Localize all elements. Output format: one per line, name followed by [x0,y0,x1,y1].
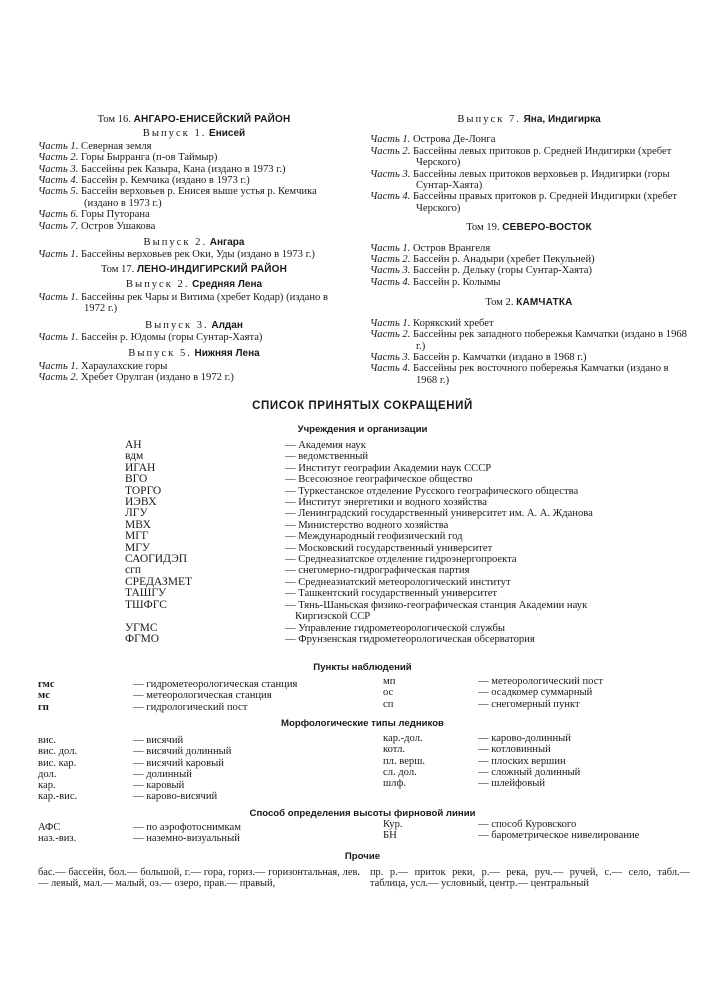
stations-left-list [38,679,358,713]
table-row: ТШФГС — Тянь-Шаньская физико-географическая станция Академии наук Киргизской ССР [125,598,588,623]
list-item: кар.-вис. — карово-висячий [38,791,218,803]
list-item: вис. — висячий [38,735,184,746]
list-item: дол. — долинный [38,768,192,780]
part-item: Часть 4. Бассейны правых притоков р. Средней Индигирки (хребет Черского) [370,191,678,214]
other-abbreviations-left: бас.— бассейн, бол.— большой, г.— гора, гориз.— горизонтальная, лев.— левый, мал.— малый, оз.— озеро, прав.— правый, [38,867,360,890]
table-row: ВГО — Всесоюзное географическое общество [125,473,473,486]
volume-16-heading [38,114,350,125]
issue-name: Ангара [209,237,245,249]
morphology-heading: Морфологические типы ледников [281,718,444,729]
other-heading: Прочие [344,851,381,862]
volume-label: Том 2. [485,297,514,309]
table-row: АН — Академия наук [125,439,366,451]
volume-name: СЕВЕРО-ВОСТОК [502,222,592,234]
part-item: Часть 2. Бассейн р. Анадыри (хребет Пекульней) [370,254,595,266]
other-abbreviations-right: пр. р.— приток реки, р.— река, руч.— ручей, с.— село, табл.— таблица, усл.— условный, центр.— центральный [370,867,690,890]
part-item: Часть 1. Хараулахские горы [38,360,168,372]
morphology-left-list [38,735,358,803]
part-item: Часть 1. Корякский хребет [370,317,494,329]
issue-name: Яна, Индигирка [523,114,601,125]
issue-name: Средняя Лена [192,279,263,291]
list-item: АФС — по аэрофотоснимкам [38,822,241,833]
list-item: Кур. — способ Куровского [383,819,577,830]
issue-heading [370,114,688,125]
firn-right-list [383,819,693,842]
list-item: кар.-дол. — карово-долинный [383,733,571,744]
list-item: мп — метеорологический пост [383,676,604,687]
list-item: котл. — котловинный [383,744,551,756]
list-item: вис. кар. — висячий каровый [38,757,224,769]
part-item: Часть 4. Бассейн р. Колымы [370,276,501,288]
table-row: СРЕДАЗМЕТ — Среднеазиатский метеорологический институт [125,575,511,588]
table-row: МГУ — Московский государственный университет [125,541,493,554]
issue-heading [38,320,350,331]
issue-heading [38,128,350,139]
table-row: МВХ — Министерство водного хозяйства [125,518,449,531]
firn-left-list [38,822,358,845]
list-item: БН — барометрическое нивелирование [383,830,640,842]
abbreviations-title: СПИСОК ПРИНЯТЫХ СОКРАЩЕНИЙ [252,400,473,412]
part-item: Часть 2. Хребет Орулган (издано в 1972 г.) [38,372,234,384]
volume-label: Том 16. [97,114,131,125]
part-item: Часть 3. Бассейн р. Дельку (горы Сунтар-Хаята) [370,265,592,277]
volume-name: ЛЕНО-ИНДИГИРСКИЙ РАЙОН [136,263,288,275]
issue-label: Выпуск 2. [143,237,208,249]
list-item: вис. дол. — висячий долинный [38,746,232,758]
part-item: Часть 1. Бассейны рек Чары и Витима (хребет Кодар) (издано в 1972 г.) [38,291,328,315]
volume-name: АНГАРО-ЕНИСЕЙСКИЙ РАЙОН [133,114,291,125]
institutions-heading: Учреждения и организации [297,424,428,435]
issue-label: Выпуск 3. [145,319,209,331]
list-item: пл. верш. — плоских вершин [383,755,566,767]
part-item: Часть 6. Горы Путорана [38,209,150,221]
table-row: МГГ — Международный геофизический год [125,530,463,543]
list-item: гмс — гидрометеорологическая станция [38,679,298,690]
table-row: ИЭВХ — Институт энергетики и водного хозяйства [125,496,487,509]
volume-name: КАМЧАТКА [516,297,573,309]
table-row: ЛГУ — Ленинградский государственный университет им. А. А. Жданова [125,507,593,520]
table-row: ИГАН — Институт географии Академии наук СССР [125,461,492,474]
part-item: Часть 1. Бассейны верховьев рек Оки, Уды (издано в 1973 г.) [38,249,315,261]
issue-label: Выпуск 1. [142,128,207,140]
part-item: Часть 1. Остров Врангеля [370,242,491,254]
part-item: Часть 2. Бассейны рек западного побережья Камчатки (издано в 1968 г.) [370,329,687,352]
institutions-table [125,440,595,645]
table-row: ФГМО — Фрунзенская гидрометеорологическая обсерватория [125,632,535,645]
part-item: Часть 3. Бассейны левых притоков верховьев р. Индигирки (горы Сунтар-Хаята) [370,168,670,192]
list-item: наз.-виз. — наземно-визуальный [38,833,240,845]
part-item: Часть 2. Бассейны левых притоков р. Средней Индигирки (хребет Черского) [370,145,672,169]
issue-parts-list [38,141,350,232]
part-item: Часть 5. Бассейн верховьев р. Енисея выше устья р. Кемчика (издано в 1973 г.) [38,186,317,209]
firn-line-heading: Способ определения высоты фирновой линии [249,808,476,819]
left-column [38,114,350,384]
list-item: шлф. — шлейфовый [383,778,546,790]
issue-heading [38,279,350,290]
part-item: Часть 7. Остров Ушакова [38,220,156,232]
issue-name: Алдан [211,319,243,331]
volume-17-heading [38,264,350,275]
part-item: Часть 3. Бассейны рек Казыра, Кана (издано в 1973 г.) [38,163,286,175]
table-row: УГМС — Управление гидрометеорологической службы [125,621,505,634]
list-item: ос — осадкомер суммарный [383,687,593,699]
right-column [370,114,688,386]
list-item: гп — гидрологический пост [38,701,248,713]
part-item: Часть 2. Горы Бырранга (п-ов Таймыр) [38,152,218,164]
table-row: САОГИДЭП — Среднеазиатское отделение гидроэнергопроекта [125,553,517,566]
volume-label: Том 19. [466,222,500,234]
issue-heading [38,237,350,248]
issue-name: Нижняя Лена [194,348,260,360]
table-row: ТАШГУ — Ташкентский государственный университет [125,587,498,600]
issue-label: Выпуск 7. [457,114,521,125]
list-item: сл. дол. — сложный долинный [383,766,581,778]
issue-label: Выпуск 2. [125,279,190,291]
volume-label: Том 17. [100,263,135,275]
part-item: Часть 4. Бассейны рек восточного побережья Камчатки (издано в 1968 г.) [370,363,669,386]
list-item: кар. — каровый [38,780,185,792]
table-row: сгп — снегомерно-гидрографическая партия [125,564,470,577]
volume-2-heading [370,297,688,308]
stations-right-list [383,676,693,710]
part-item: Часть 1. Северная земля [38,140,152,152]
issue-label: Выпуск 5. [128,348,192,360]
table-row: вдм — ведомственный [125,450,369,463]
volume-19-heading [370,222,688,233]
morphology-right-list [383,733,693,789]
list-item: сп — снегомерный пункт [383,698,580,710]
issue-name: Енисей [209,128,246,140]
part-item: Часть 1. Бассейн р. Юдомы (горы Сунтар-Хаята) [38,331,263,343]
list-item: мс — метеорологическая станция [38,690,272,702]
part-item: Часть 1. Острова Де-Лонга [370,134,496,146]
part-item: Часть 3. Бассейн р. Камчатки (издано в 1968 г.) [370,351,587,363]
part-item: Часть 4. Бассейн р. Кемчика (издано в 1973 г.) [38,175,250,187]
table-row: ТОРГО — Туркестанское отделение Русского географического общества [125,484,579,497]
stations-heading: Пункты наблюдений [313,662,412,673]
issue-heading [38,348,350,359]
